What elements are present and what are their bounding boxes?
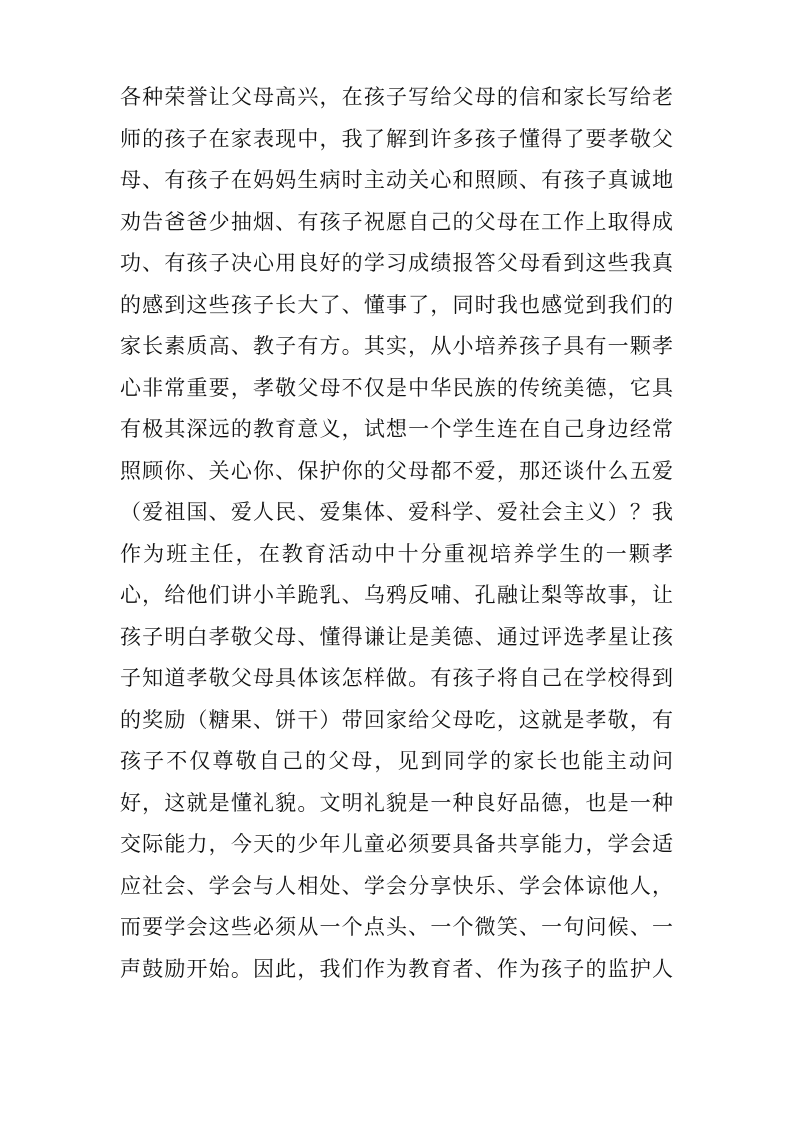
text-line: 家长素质高、教子有方。其实，从小培养孩子具有一颗孝	[120, 334, 673, 358]
text-line: 作为班主任，在教育活动中十分重视培养学生的一颗孝	[120, 541, 673, 566]
text-line: 而要学会这些必须从一个点头、一个微笑、一句问候、一	[120, 915, 673, 939]
text-line: 心，给他们讲小羊跪乳、乌鸦反哺、孔融让梨等故事，让	[120, 583, 673, 607]
text-line: 交际能力，今天的少年儿童必须要具备共享能力，学会适	[120, 832, 673, 856]
text-line: 师的孩子在家表现中，我了解到许多孩子懂得了要孝敬父	[120, 126, 673, 151]
text-line: 照顾你、关心你、保护你的父母都不爱，那还谈什么五爱	[120, 458, 673, 483]
text-line: 的感到这些孩子长大了、懂事了，同时我也感觉到我们的	[120, 292, 673, 317]
text-line: 功、有孩子决心用良好的学习成绩报答父母看到这些我真	[120, 251, 673, 275]
text-line: 子知道孝敬父母具体该怎样做。有孩子将自己在学校得到	[120, 666, 673, 690]
text-line: 孩子明白孝敬父母、懂得谦让是美德、通过评选孝星让孩	[120, 624, 673, 649]
text-line: 心非常重要，孝敬父母不仅是中华民族的传统美德，它具	[120, 375, 673, 400]
text-line: 好，这就是懂礼貌。文明礼貌是一种良好品德，也是一种	[120, 790, 673, 815]
text-line: 各种荣誉让父母高兴，在孩子写给父母的信和家长写给老	[120, 85, 673, 109]
text-line: 应社会、学会与人相处、学会分享快乐、学会体谅他人，	[120, 873, 673, 898]
text-line: （爱祖国、爱人民、爱集体、爱科学、爱社会主义）？我	[120, 500, 673, 524]
text-line: 劝告爸爸少抽烟、有孩子祝愿自己的父母在工作上取得成	[120, 209, 673, 234]
text-line: 有极其深远的教育意义，试想一个学生连在自己身边经常	[120, 417, 673, 441]
text-line: 的奖励（糖果、饼干）带回家给父母吃，这就是孝敬，有	[120, 707, 673, 732]
text-line: 声鼓励开始。因此，我们作为教育者、作为孩子的监护人	[120, 956, 673, 981]
text-line: 母、有孩子在妈妈生病时主动关心和照顾、有孩子真诚地	[120, 168, 673, 192]
body-text	[120, 82, 673, 995]
text-line: 孩子不仅尊敬自己的父母，见到同学的家长也能主动问	[120, 749, 673, 773]
